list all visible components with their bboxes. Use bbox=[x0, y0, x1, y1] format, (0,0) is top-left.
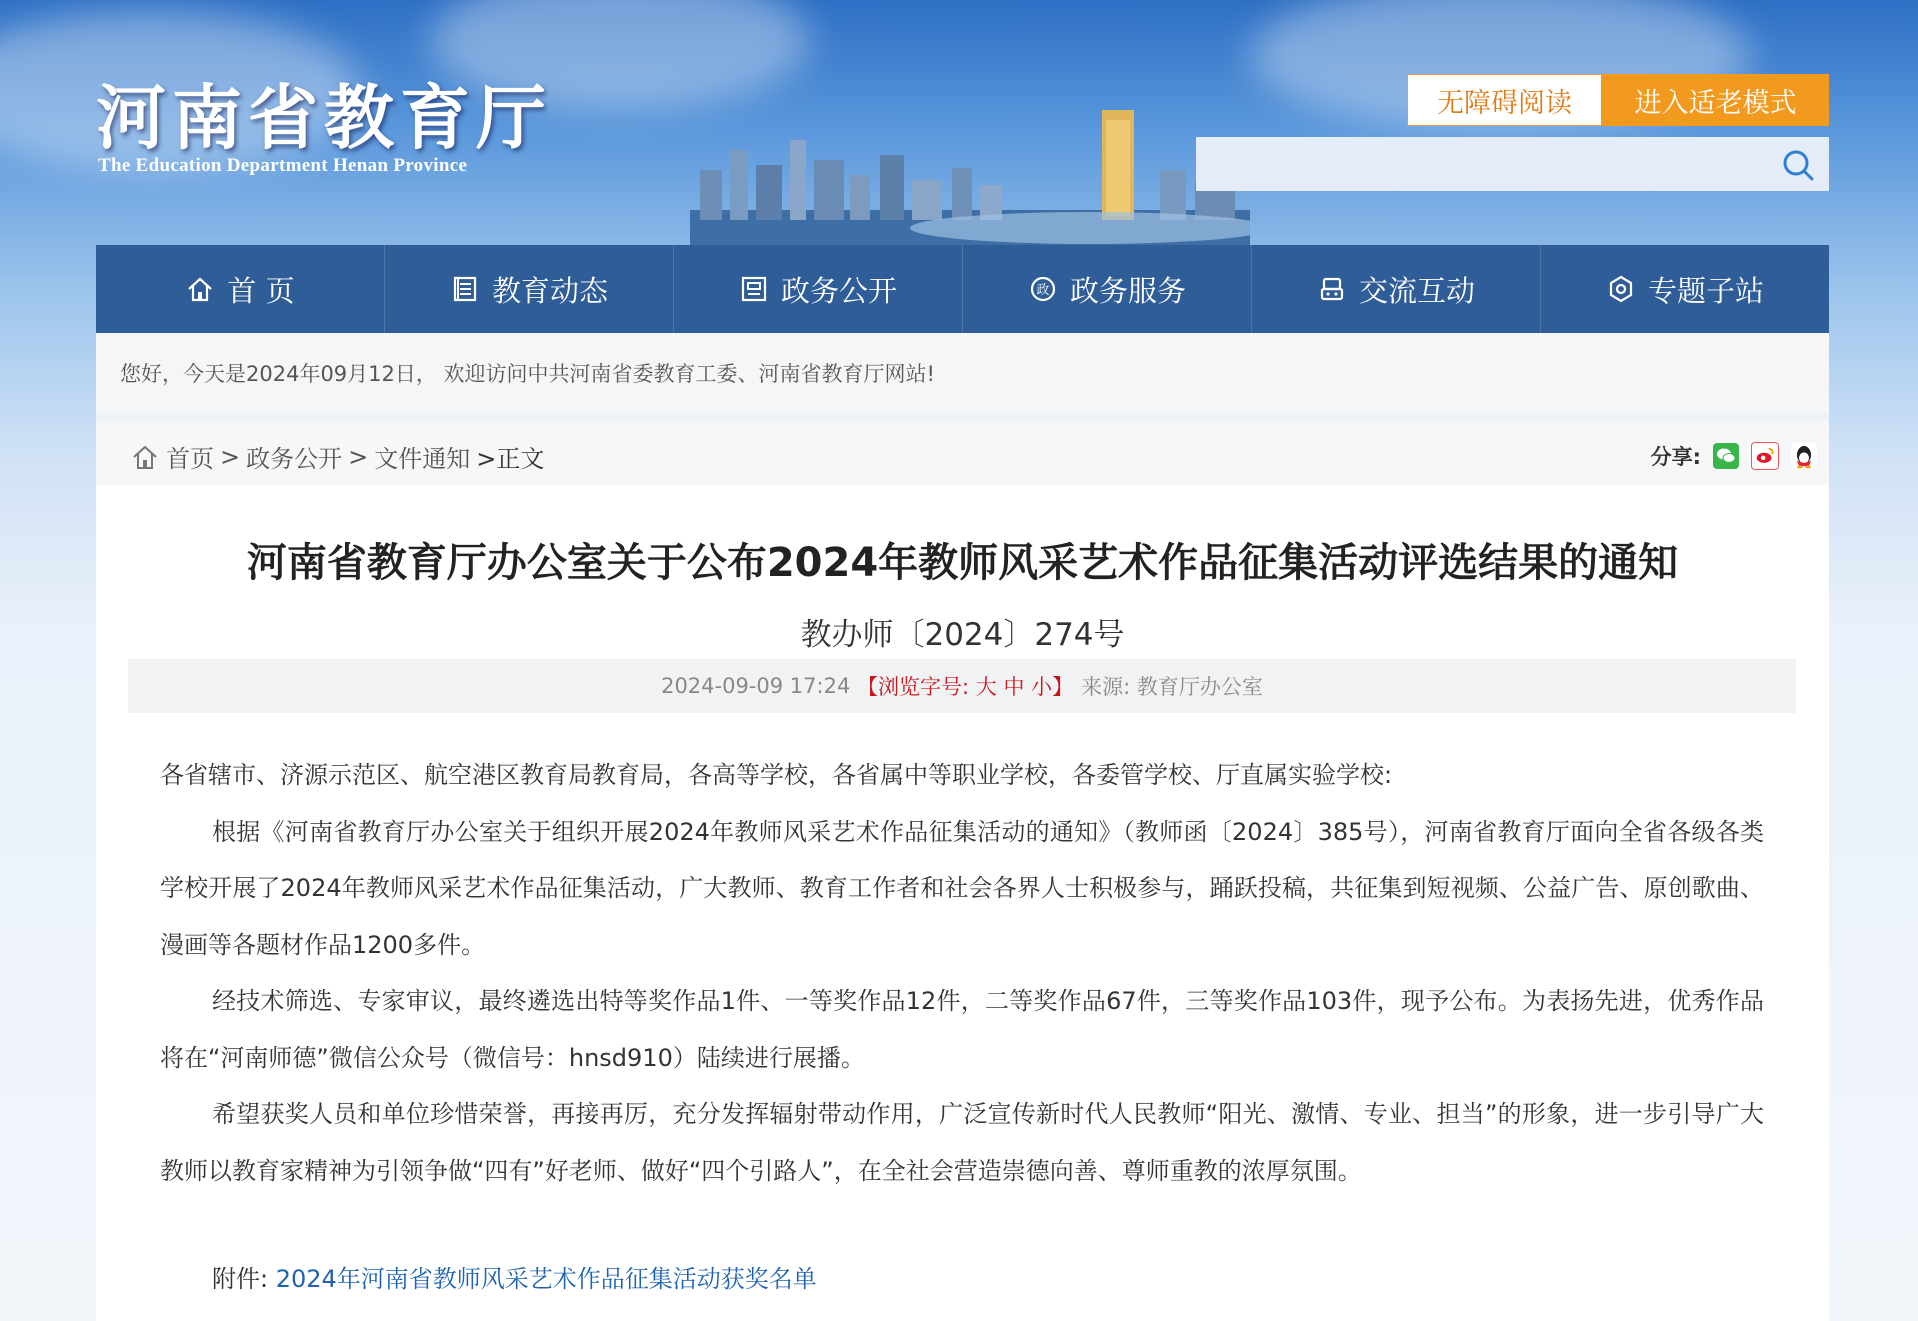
news-icon bbox=[450, 274, 480, 304]
home-icon bbox=[185, 274, 215, 304]
attachment-label: 附件: bbox=[212, 1265, 269, 1293]
accessibility-reading-button[interactable]: 无障碍阅读 bbox=[1407, 74, 1602, 126]
font-large-button[interactable]: 大 bbox=[975, 675, 997, 699]
chat-icon bbox=[1317, 274, 1347, 304]
settings-icon bbox=[1606, 274, 1636, 304]
article-meta bbox=[128, 659, 1796, 713]
nav-item-label: 政务公开 bbox=[780, 273, 897, 308]
main-nav bbox=[96, 245, 1829, 333]
font-small-button[interactable]: 小 bbox=[1031, 675, 1053, 699]
article-container bbox=[96, 413, 1829, 1321]
article-body bbox=[160, 747, 1764, 1199]
city-skyline-image bbox=[690, 110, 1250, 245]
nav-item-label: 教育动态 bbox=[491, 273, 608, 308]
qq-icon[interactable] bbox=[1791, 443, 1817, 469]
nav-item-label: 政务服务 bbox=[1069, 273, 1186, 308]
wechat-icon[interactable] bbox=[1713, 443, 1739, 469]
breadcrumb bbox=[130, 439, 544, 474]
site-logo-chinese[interactable]: 河南省教育厅 bbox=[96, 76, 552, 159]
nav-item-government-services[interactable] bbox=[963, 245, 1252, 333]
breadcrumb-notices-link[interactable]: 文件通知 bbox=[374, 445, 471, 473]
article-salutation: 各省辖市、济源示范区、航空港区教育局教育局，各高等学校，各省属中等职业学校，各委管学校、厅直属实验学校: bbox=[160, 761, 1393, 789]
share-bar bbox=[1651, 441, 1817, 471]
search-box bbox=[1196, 137, 1829, 191]
nav-item-label: 专题子站 bbox=[1647, 273, 1764, 308]
breadcrumb-current: >正文 bbox=[476, 445, 545, 473]
document-icon bbox=[739, 274, 769, 304]
site-logo-english[interactable]: The Education Department Henan Province bbox=[98, 155, 468, 176]
nav-item-label: 首 页 bbox=[227, 273, 295, 308]
nav-item-home[interactable] bbox=[96, 245, 385, 333]
breadcrumb-bar bbox=[96, 413, 1829, 485]
home-icon[interactable] bbox=[130, 442, 160, 472]
nav-item-interaction[interactable] bbox=[1252, 245, 1541, 333]
nav-item-label: 交流互动 bbox=[1358, 273, 1475, 308]
breadcrumb-separator: > bbox=[220, 442, 241, 471]
font-size-controls bbox=[850, 671, 1073, 701]
nav-item-education-news[interactable] bbox=[385, 245, 674, 333]
nav-item-government-affairs[interactable] bbox=[674, 245, 963, 333]
article-paragraph: 根据《河南省教育厅办公室关于组织开展2024年教师风采艺术作品征集活动的通知》（教师函〔2024〕385号），河南省教育厅面向全省各级各类学校开展了2024年教师风采艺术作品征集活动，广大教师、教育工作者和社会各界人士积极参与，踊跃投稿，共征集到短视频、公益广告、原创歌曲、漫画等各题材作品1200多件。 bbox=[160, 817, 1764, 959]
font-size-label-close: 】 bbox=[1052, 675, 1074, 699]
welcome-banner: 您好，今天是2024年09月12日， 欢迎访问中共河南省委教育工委、河南省教育厅网站! bbox=[96, 333, 1829, 413]
attachment bbox=[212, 1259, 817, 1294]
document-number: 教办师〔2024〕274号 bbox=[800, 617, 1125, 653]
article-source: 来源: 教育厅办公室 bbox=[1081, 675, 1263, 699]
font-size-label: 【浏览字号: bbox=[857, 675, 970, 699]
nav-item-topic-sites[interactable] bbox=[1541, 245, 1829, 333]
service-icon bbox=[1028, 274, 1058, 304]
svg-text:政: 政 bbox=[1036, 283, 1050, 298]
search-input[interactable] bbox=[1196, 137, 1766, 191]
attachment-link[interactable]: 2024年河南省教师风采艺术作品征集活动获奖名单 bbox=[275, 1265, 817, 1293]
font-medium-button[interactable]: 中 bbox=[1003, 675, 1025, 699]
share-label: 分享: bbox=[1650, 445, 1701, 469]
breadcrumb-home-link[interactable]: 首页 bbox=[166, 445, 214, 473]
article-paragraph: 希望获奖人员和单位珍惜荣誉，再接再厉，充分发挥辐射带动作用，广泛宣传新时代人民教师“阳光、激情、专业、担当”的形象，进一步引导广大教师以教育家精神为引领争做“四有”好老师、做好“四个引路人”，在全社会营造崇德向善、尊师重教的浓厚氛围。 bbox=[160, 1100, 1764, 1185]
elder-mode-button[interactable]: 进入适老模式 bbox=[1602, 74, 1829, 126]
breadcrumb-government-affairs-link[interactable]: 政务公开 bbox=[246, 445, 343, 473]
search-icon[interactable] bbox=[1781, 148, 1815, 182]
article-paragraph: 经技术筛选、专家审议，最终遴选出特等奖作品1件、一等奖作品12件，二等奖作品67件，三等奖作品103件，现予公布。为表扬先进，优秀作品将在“河南师德”微信公众号（微信号：hnsd910）陆续进行展播。 bbox=[160, 987, 1764, 1072]
article-title: 河南省教育厅办公室关于公布2024年教师风采艺术作品征集活动评选结果的通知 bbox=[246, 540, 1679, 586]
publish-date: 2024-09-09 17:24 bbox=[661, 674, 851, 698]
weibo-icon[interactable] bbox=[1751, 442, 1779, 470]
breadcrumb-separator: > bbox=[348, 442, 369, 471]
